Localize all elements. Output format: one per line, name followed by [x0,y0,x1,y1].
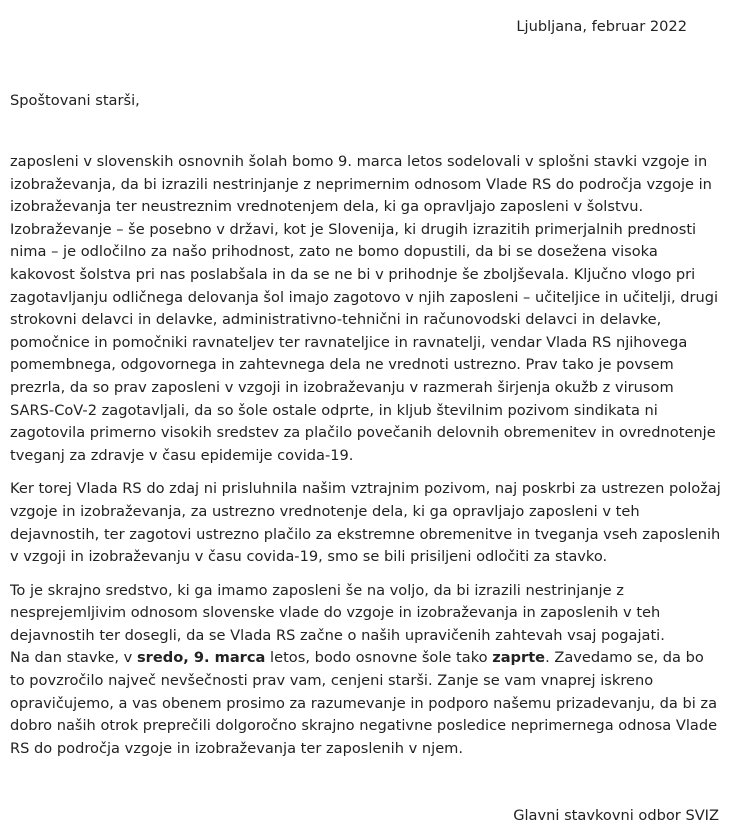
paragraph-1: zaposleni v slovenskih osnovnih šolah bomo 9. marca letos sodelovali v splošni stavki vzgoje in izobraževanja, da bi izrazili nestrinjanje z neprimernim odnosom Vlade RS do področja vzgoje in izobraževanja ter neustreznim vrednotenjem dela, ki ga opravljajo zaposleni v šolstvu. Izobraževanje – še posebno v državi, kot je Slovenija, ki drugih izrazitih primerjalnih prednosti nima – je odločilno za našo prihodnost, zato ne bomo dopustili, da bi se dosežena visoka kakovost šolstva pri nas poslabšala in da se ne bi v prihodnje še zboljševala. Ključno vlogo pri zagotavljanju odličnega delovanja šol imajo zagotovo v njih zaposleni – učiteljice in učitelji, drugi strokovni delavci in delavke, administrativno-tehnični in računovodski delavci in delavke, pomočnice in pomočniki ravnateljev ter ravnateljice in ravnatelji, vendar Vlada RS njihovega pomembnega, odgovornega in zahtevnega dela ne vrednoti ustrezno. Prav tako je povsem prezrla, da so prav zaposleni v vzgoji in izobraževanju v razmerah širjenja okužb z virusom SARS-CoV-2 zagotavljali, da so šole ostale odprte, in kljub številnim pozivom sindikata ni zagotovila primerno visokih sredstev za plačilo povečanih delovnih obremenitev in ovrednotenje tveganj za zdravje v času epidemije covida-19. [10,153,719,464]
salutation: Spoštovani starši, [10,92,140,109]
paragraph-4-part-2: letos, bodo osnovne šole tako [265,649,493,667]
paragraph-4 [10,647,722,760]
paragraph-4-part-3: . Zavedamo se, da bo to povzročilo največ nevšečnosti prav vam, cenjeni starši. Zanje se vam vnaprej iskreno opravičujemo, a vas obenem prosimo za razumevanje in podporo našemu prizadevanju, da bi za dobro naših otrok preprečili dolgoročno skrajno negativne posledice neprimernega odnosa Vlade RS do področja vzgoje in izobraževanja ter zaposlenih v njem. [10,649,718,757]
strike-date: sredo, 9. marca [136,649,266,667]
closed-word: zaprte [492,649,546,667]
signature: Glavni stavkovni odbor SVIZ [513,807,719,824]
letter-date: Ljubljana, februar 2022 [516,18,687,35]
paragraph-4-part-1: Na dan stavke, v [10,649,137,667]
paragraph-3: To je skrajno sredstvo, ki ga imamo zaposleni še na voljo, da bi izrazili nestrinjanje z nesprejemljivim odnosom slovenske vlade do vzgoje in izobraževanja in zaposlenih v teh dejavnostih ter dosegli, da se Vlada RS začne o naših upravičenih zahtevah vsaj pogajati. [10,581,665,644]
letter-body [10,151,722,771]
paragraph-2: Ker torej Vlada RS do zdaj ni prisluhnila našim vztrajnim pozivom, naj poskrbi za ustrezen položaj vzgoje in izobraževanja, za ustrezno vrednotenje dela, ki ga opravljajo zaposleni v teh dejavnostih, ter zagotovi ustrezno plačilo za ekstremne obremenitve in tveganja vseh zaposlenih v vzgoji in izobraževanju v času covida-19, smo se bili prisiljeni odločiti za stavko. [10,480,721,566]
